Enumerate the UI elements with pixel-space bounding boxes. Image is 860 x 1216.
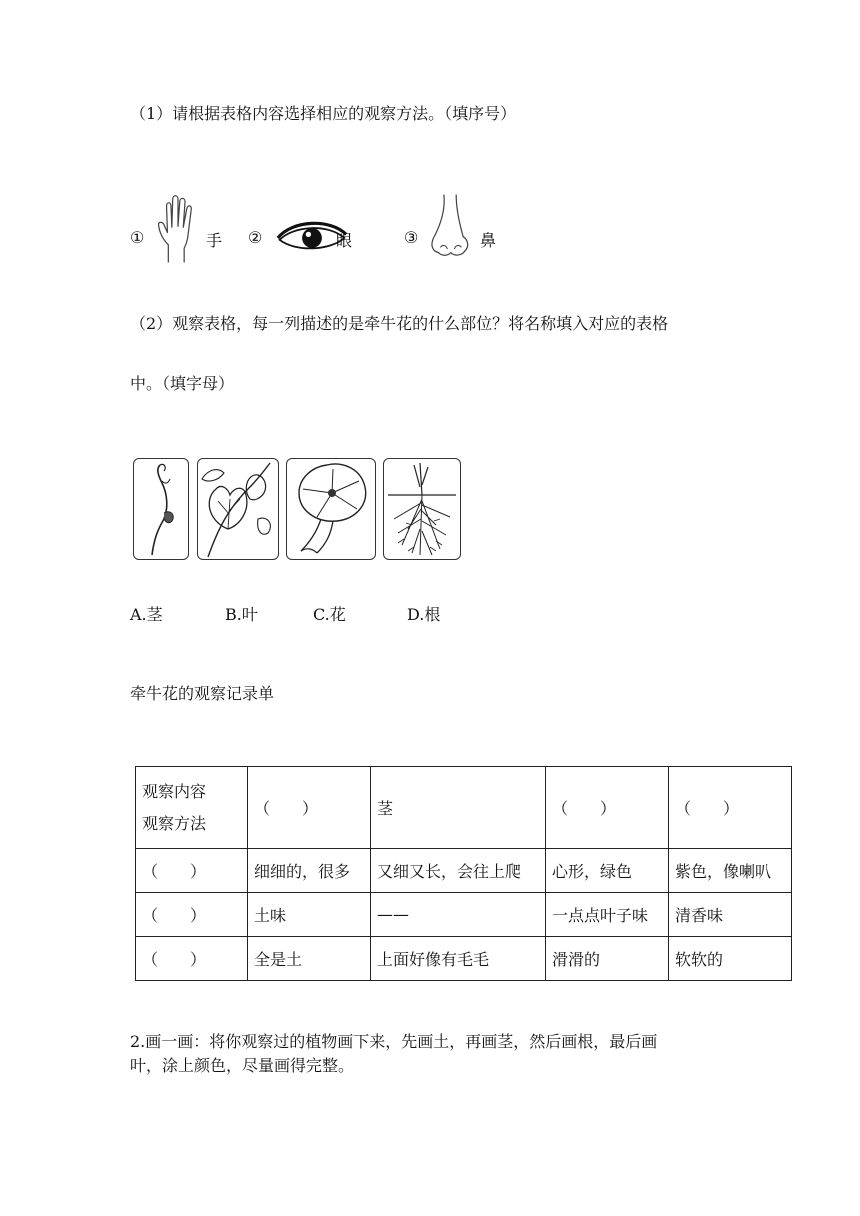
- table-cell: 软软的: [669, 937, 792, 981]
- task-2-line-2: 叶，涂上颜色，尽量画得完整。: [130, 1056, 355, 1075]
- sense-name-2: 眼: [336, 231, 353, 250]
- table-cell: 清香味: [669, 893, 792, 937]
- header-label-method: 观察方法: [142, 813, 207, 833]
- header-label-content: 观察内容: [142, 781, 207, 801]
- header-col-1: （ ）: [248, 767, 371, 849]
- method-cell: （ ）: [136, 937, 248, 981]
- option-b: B.叶: [225, 605, 258, 624]
- table-cell: 上面好像有毛毛: [371, 937, 546, 981]
- table-row: [136, 893, 792, 937]
- senses-row: [130, 190, 550, 270]
- table-cell: 一点点叶子味: [546, 893, 669, 937]
- header-col-3: （ ）: [546, 767, 669, 849]
- sense-number-2: ②: [248, 228, 263, 247]
- sense-name-3: 鼻: [480, 231, 497, 250]
- table-cell: 土味: [248, 893, 371, 937]
- record-title: 牵牛花的观察记录单: [130, 684, 275, 703]
- header-col-4: （ ）: [669, 767, 792, 849]
- task-2-line-1: 2.画一画：将你观察过的植物画下来，先画土，再画茎，然后画根，最后画: [130, 1032, 658, 1051]
- table-row: [136, 849, 792, 893]
- option-d: D.根: [407, 605, 441, 624]
- table-cell: 细细的，很多: [248, 849, 371, 893]
- hand-icon: [156, 192, 200, 266]
- leaf-picture: [197, 458, 279, 560]
- method-cell: （ ）: [136, 893, 248, 937]
- table-row: [136, 937, 792, 981]
- header-label-cell: [136, 767, 248, 849]
- nose-icon: [428, 192, 472, 264]
- method-cell: （ ）: [136, 849, 248, 893]
- table-cell: 紫色，像喇叭: [669, 849, 792, 893]
- header-col-2: 茎: [371, 767, 546, 849]
- observation-record-table: [135, 766, 792, 981]
- sense-name-1: 手: [206, 231, 223, 250]
- table-cell: ——: [371, 893, 546, 937]
- root-picture: [383, 458, 461, 560]
- table-cell: 滑滑的: [546, 937, 669, 981]
- option-c: C.花: [313, 605, 346, 624]
- sense-number-1: ①: [130, 228, 145, 247]
- flower-picture: [286, 458, 376, 560]
- sense-number-3: ③: [404, 228, 419, 247]
- stem-picture: [133, 458, 189, 560]
- question-1: （1）请根据表格内容选择相应的观察方法。（填序号）: [130, 104, 517, 123]
- table-cell: 心形，绿色: [546, 849, 669, 893]
- table-cell: 全是土: [248, 937, 371, 981]
- table-header-row: [136, 767, 792, 849]
- question-2-line-1: （2）观察表格，每一列描述的是牵牛花的什么部位？将名称填入对应的表格: [130, 314, 669, 333]
- option-a: A.茎: [130, 605, 163, 624]
- table-cell: 又细又长，会往上爬: [371, 849, 546, 893]
- question-2-line-2: 中。（填字母）: [130, 374, 235, 393]
